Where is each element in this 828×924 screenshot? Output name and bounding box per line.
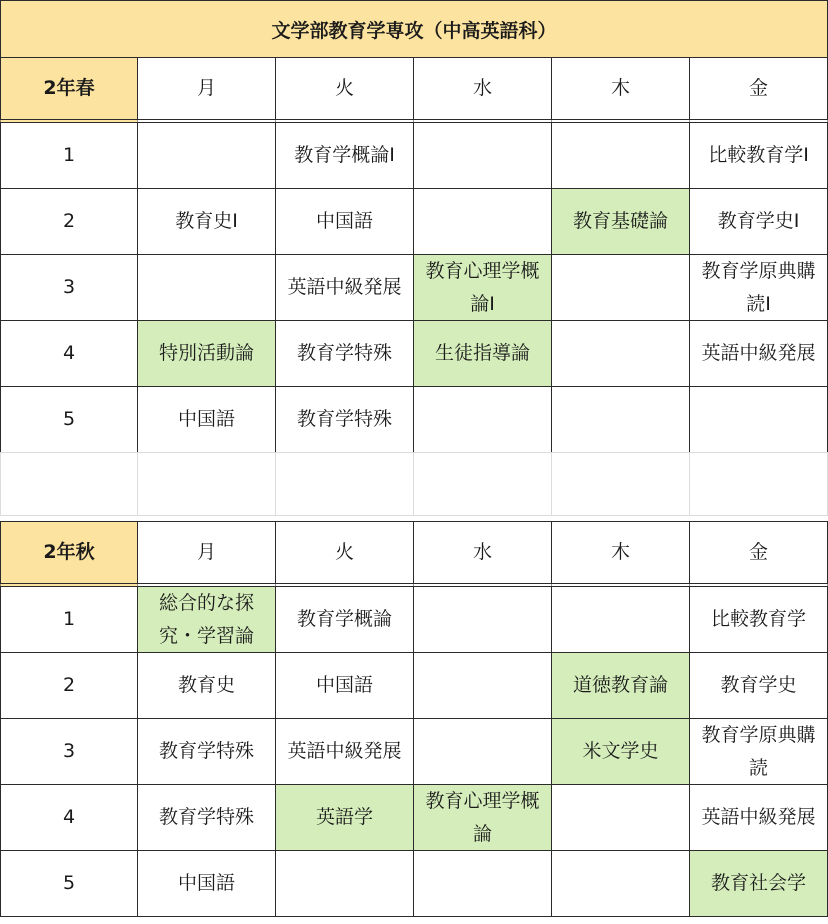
class-cell: 英語中級発展 <box>689 320 828 387</box>
class-cell <box>413 386 552 453</box>
period-number: 3 <box>0 254 138 321</box>
class-cell: 教育史Ⅰ <box>137 188 276 255</box>
class-cell <box>551 850 690 917</box>
class-cell <box>137 122 276 189</box>
class-cell: 教育学概論Ⅰ <box>275 122 414 189</box>
class-cell-highlighted: 生徒指導論 <box>413 320 552 387</box>
class-cell: 比較教育学Ⅰ <box>689 122 828 189</box>
class-cell <box>551 586 690 653</box>
class-cell <box>413 122 552 189</box>
period-number: 2 <box>0 652 138 719</box>
class-cell <box>551 122 690 189</box>
class-cell <box>551 320 690 387</box>
period-number: 5 <box>0 386 138 453</box>
empty-cell <box>0 452 138 516</box>
class-cell-highlighted: 英語学 <box>275 784 414 851</box>
autumn-header-row <box>0 521 828 586</box>
class-cell: 教育学史 <box>689 652 828 719</box>
class-cell <box>551 386 690 453</box>
class-cell-highlighted: 道徳教育論 <box>551 652 690 719</box>
class-cell: 中国語 <box>275 652 414 719</box>
class-cell: 英語中級発展 <box>275 254 414 321</box>
class-cell: 比較教育学 <box>689 586 828 653</box>
page-title: 文学部教育学専攻（中高英語科） <box>0 0 828 57</box>
class-cell-highlighted: 教育社会学 <box>689 850 828 917</box>
class-cell: 教育学特殊 <box>275 386 414 453</box>
spring-timetable <box>0 57 828 516</box>
spring-row-3 <box>0 254 828 320</box>
class-cell: 教育史 <box>137 652 276 719</box>
class-cell <box>551 784 690 851</box>
class-cell: 教育学特殊 <box>137 784 276 851</box>
class-cell-highlighted: 教育心理学概論 <box>413 784 552 851</box>
class-cell <box>413 652 552 719</box>
empty-cell <box>689 452 828 516</box>
class-cell: 教育学特殊 <box>275 320 414 387</box>
period-number: 1 <box>0 122 138 189</box>
class-cell: 教育学史Ⅰ <box>689 188 828 255</box>
spring-header-row <box>0 57 828 122</box>
class-cell <box>689 386 828 453</box>
period-number: 4 <box>0 784 138 851</box>
class-cell: 英語中級発展 <box>275 718 414 785</box>
class-cell-highlighted: 総合的な探究・学習論 <box>137 586 276 653</box>
class-cell: 教育学概論 <box>275 586 414 653</box>
spacer-row <box>0 452 828 516</box>
autumn-semester-label: 2年秋 <box>0 521 138 587</box>
period-number: 3 <box>0 718 138 785</box>
class-cell: 英語中級発展 <box>689 784 828 851</box>
class-cell <box>413 850 552 917</box>
autumn-row-1 <box>0 586 828 652</box>
autumn-timetable <box>0 521 828 916</box>
day-header-mon: 月 <box>137 57 276 123</box>
day-header-fri: 金 <box>689 521 828 587</box>
autumn-row-3 <box>0 718 828 784</box>
class-cell-highlighted: 米文学史 <box>551 718 690 785</box>
class-cell-highlighted: 特別活動論 <box>137 320 276 387</box>
day-header-wed: 水 <box>413 57 552 123</box>
class-cell-highlighted: 教育基礎論 <box>551 188 690 255</box>
class-cell <box>137 254 276 321</box>
class-cell: 中国語 <box>137 850 276 917</box>
period-number: 2 <box>0 188 138 255</box>
day-header-tue: 火 <box>275 57 414 123</box>
period-number: 4 <box>0 320 138 387</box>
class-cell <box>551 254 690 321</box>
class-cell <box>275 850 414 917</box>
empty-cell <box>413 452 552 516</box>
day-header-tue: 火 <box>275 521 414 587</box>
class-cell: 教育学原典購読Ⅰ <box>689 254 828 321</box>
day-header-fri: 金 <box>689 57 828 123</box>
day-header-thu: 木 <box>551 57 690 123</box>
autumn-row-4 <box>0 784 828 850</box>
day-header-wed: 水 <box>413 521 552 587</box>
class-cell: 中国語 <box>275 188 414 255</box>
spring-row-4 <box>0 320 828 386</box>
empty-cell <box>551 452 690 516</box>
day-header-thu: 木 <box>551 521 690 587</box>
class-cell: 中国語 <box>137 386 276 453</box>
empty-cell <box>137 452 276 516</box>
empty-cell <box>275 452 414 516</box>
class-cell: 教育学特殊 <box>137 718 276 785</box>
period-number: 1 <box>0 586 138 653</box>
spring-row-2 <box>0 188 828 254</box>
class-cell <box>413 188 552 255</box>
class-cell <box>413 586 552 653</box>
day-header-mon: 月 <box>137 521 276 587</box>
spring-semester-label: 2年春 <box>0 57 138 123</box>
spring-row-5 <box>0 386 828 452</box>
period-number: 5 <box>0 850 138 917</box>
class-cell-highlighted: 教育心理学概論Ⅰ <box>413 254 552 321</box>
autumn-row-5 <box>0 850 828 916</box>
autumn-row-2 <box>0 652 828 718</box>
class-cell <box>413 718 552 785</box>
class-cell: 教育学原典購読 <box>689 718 828 785</box>
spring-row-1 <box>0 122 828 188</box>
